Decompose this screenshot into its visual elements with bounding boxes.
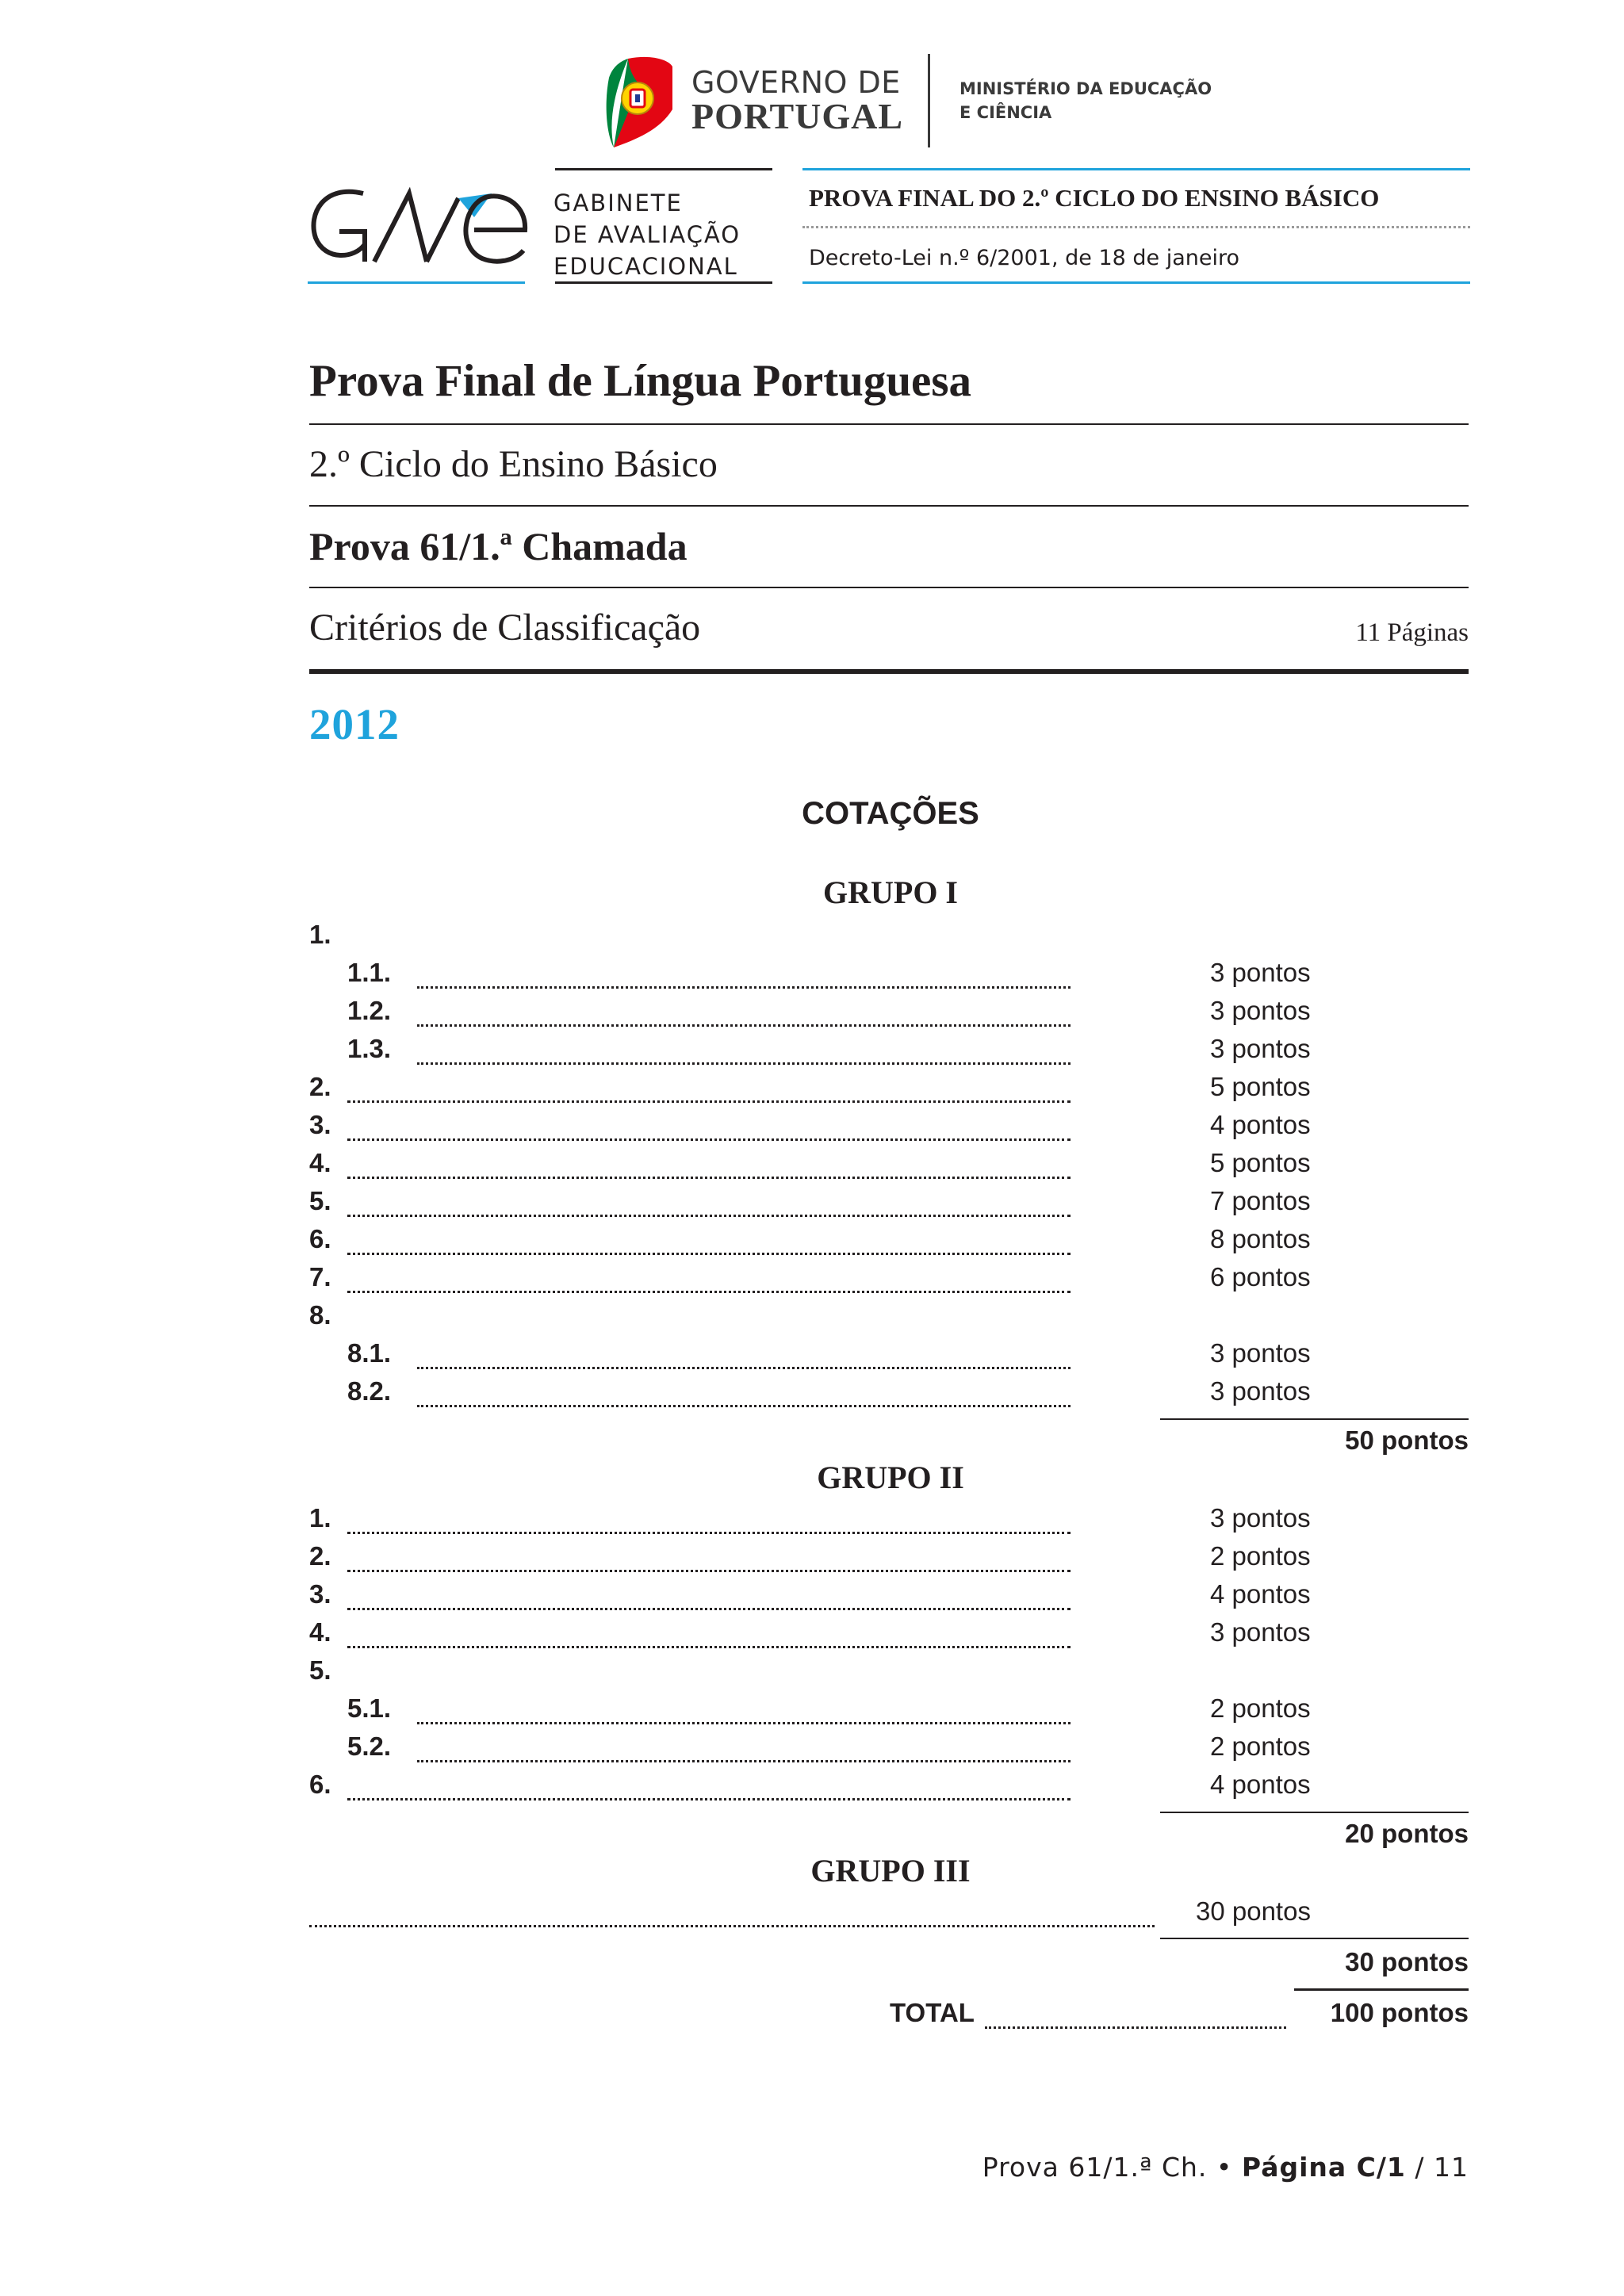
list-item — [309, 996, 1469, 1034]
dot-leader — [417, 958, 1071, 989]
grupo-2-subtotal: 20 pontos — [1345, 1819, 1469, 1848]
list-item — [309, 1224, 1469, 1262]
item-points: 3 pontos — [1210, 1376, 1311, 1406]
item-number: 3. — [309, 1110, 331, 1139]
item-points: 2 pontos — [1210, 1541, 1311, 1571]
cotacoes-heading: COTAÇÕES — [802, 796, 979, 831]
grupo-2-title: GRUPO II — [817, 1460, 964, 1495]
footer-page: Página C/1 — [1241, 2152, 1406, 2183]
item-points: 4 pontos — [1210, 1770, 1311, 1799]
item-number: 2. — [309, 1541, 331, 1571]
title-rule-2 — [309, 505, 1469, 507]
item-points: 3 pontos — [1210, 996, 1311, 1025]
item-points: 6 pontos — [1210, 1262, 1311, 1292]
list-item — [309, 1148, 1469, 1186]
subtotal-rule-3 — [1160, 1938, 1469, 1939]
dot-leader — [417, 1693, 1071, 1724]
title-rule-thick — [309, 669, 1469, 674]
total-row — [309, 1998, 1469, 2036]
dot-leader — [347, 1072, 1071, 1103]
dot-leader — [417, 1732, 1071, 1762]
item-points: 4 pontos — [1210, 1579, 1311, 1609]
dot-leader — [347, 1110, 1071, 1141]
item-number: 8. — [309, 1300, 331, 1330]
gave-logo — [308, 182, 528, 270]
year: 2012 — [309, 700, 400, 748]
item-number: 4. — [309, 1617, 331, 1647]
item-points: 2 pontos — [1210, 1732, 1311, 1761]
item-points: 3 pontos — [1210, 1617, 1311, 1647]
prova-final-title: PROVA FINAL DO 2.º CICLO DO ENSINO BÁSICO — [809, 184, 1380, 212]
list-item — [309, 1541, 1469, 1579]
title-rule-1 — [309, 423, 1469, 425]
list-item — [309, 920, 1469, 958]
gave-line-2: DE AVALIAÇÃO — [553, 221, 741, 248]
list-item — [309, 1617, 1469, 1655]
list-item — [309, 1693, 1469, 1732]
page-title: Prova Final de Língua Portuguesa — [309, 356, 972, 406]
page-footer — [982, 2152, 1469, 2183]
prova-number: Prova 61/1.ª Chamada — [309, 524, 688, 568]
list-item — [309, 1376, 1469, 1414]
dot-leader — [347, 1579, 1071, 1610]
subtotal-rule-1 — [1160, 1418, 1469, 1420]
grupo-3-subtotal: 30 pontos — [1345, 1947, 1469, 1976]
gave-line-3: EDUCACIONAL — [553, 253, 738, 280]
dot-leader — [347, 1186, 1071, 1217]
dot-leader — [417, 996, 1071, 1027]
list-item — [309, 1732, 1469, 1770]
item-points: 5 pontos — [1210, 1148, 1311, 1177]
list-item — [309, 1770, 1469, 1808]
item-number: 1.2. — [347, 996, 392, 1025]
list-item — [309, 1186, 1469, 1224]
gave-bottom-rule-blue — [308, 281, 525, 284]
list-item — [309, 1262, 1469, 1300]
list-item — [309, 1110, 1469, 1148]
item-number: 6. — [309, 1770, 331, 1799]
governo-de-portugal-emblem — [604, 54, 672, 147]
item-number: 1. — [309, 1503, 331, 1533]
item-points: 3 pontos — [1210, 958, 1311, 987]
prova-top-rule — [802, 168, 1470, 170]
prova-dotted-rule — [802, 226, 1470, 228]
list-item — [309, 1034, 1469, 1072]
item-number: 5. — [309, 1186, 331, 1215]
list-item — [309, 1655, 1469, 1693]
dot-leader — [347, 1148, 1071, 1179]
criterios-heading: Critérios de Classificação — [309, 607, 701, 649]
list-item — [309, 1503, 1469, 1541]
list-item — [309, 1072, 1469, 1110]
ciclo-subtitle: 2.º Ciclo do Ensino Básico — [309, 443, 718, 485]
gov-line-1: GOVERNO DE — [691, 65, 901, 100]
dot-leader — [347, 1770, 1071, 1800]
list-item — [309, 958, 1469, 996]
item-number: 1. — [309, 920, 331, 949]
grupo-1-subtotal: 50 pontos — [1345, 1425, 1469, 1455]
item-number: 4. — [309, 1148, 331, 1177]
dot-leader — [985, 1998, 1286, 2029]
gov-line-2: PORTUGAL — [691, 96, 904, 136]
item-number: 2. — [309, 1072, 331, 1101]
total-label: TOTAL — [890, 1998, 975, 2027]
item-number: 8.2. — [347, 1376, 392, 1406]
item-points: 2 pontos — [1210, 1693, 1311, 1723]
item-number: 5.1. — [347, 1693, 392, 1723]
dot-leader — [347, 1262, 1071, 1293]
title-rule-3 — [309, 587, 1469, 588]
item-points: 5 pontos — [1210, 1072, 1311, 1101]
dot-leader — [417, 1338, 1071, 1369]
ministry-line-1: MINISTÉRIO DA EDUCAÇÃO — [959, 79, 1212, 98]
decreto-lei: Decreto-Lei n.º 6/2001, de 18 de janeiro — [809, 246, 1240, 270]
item-points: 3 pontos — [1210, 1338, 1311, 1368]
list-item — [309, 1579, 1469, 1617]
item-number: 8.1. — [347, 1338, 392, 1368]
item-number: 3. — [309, 1579, 331, 1609]
header-divider — [928, 54, 930, 147]
footer-total-pages: / 11 — [1415, 2152, 1469, 2183]
item-number: 7. — [309, 1262, 331, 1292]
item-number: 1.1. — [347, 958, 392, 987]
item-points: 3 pontos — [1210, 1503, 1311, 1533]
list-item — [309, 1896, 1469, 1934]
total-value: 100 pontos — [1330, 1998, 1469, 2027]
item-number: 1.3. — [347, 1034, 392, 1063]
list-item — [309, 1338, 1469, 1376]
list-item — [309, 1300, 1469, 1338]
gave-name — [553, 187, 741, 282]
dot-leader — [347, 1541, 1071, 1572]
item-number: 6. — [309, 1224, 331, 1253]
item-points: 3 pontos — [1210, 1034, 1311, 1063]
gave-line-1: GABINETE — [553, 189, 683, 216]
dot-leader — [417, 1376, 1071, 1407]
dot-leader — [309, 1896, 1155, 1927]
item-points: 8 pontos — [1210, 1224, 1311, 1253]
dot-leader — [347, 1617, 1071, 1648]
dot-leader — [347, 1224, 1071, 1255]
item-number: 5.2. — [347, 1732, 392, 1761]
item-points: 7 pontos — [1210, 1186, 1311, 1215]
item-points: 4 pontos — [1210, 1110, 1311, 1139]
dot-leader — [417, 1034, 1071, 1065]
total-rule — [1294, 1988, 1469, 1991]
item-points: 30 pontos — [1196, 1896, 1311, 1926]
dot-leader — [347, 1503, 1071, 1534]
grupo-1-title: GRUPO I — [823, 874, 958, 910]
prova-bottom-rule — [802, 281, 1470, 284]
item-number: 5. — [309, 1655, 331, 1685]
gave-top-rule — [555, 168, 772, 170]
page-count: 11 Páginas — [1355, 618, 1469, 647]
grupo-3-title: GRUPO III — [810, 1853, 971, 1888]
ministry-line-2: E CIÊNCIA — [959, 103, 1052, 122]
subtotal-rule-2 — [1160, 1812, 1469, 1813]
footer-prova: Prova 61/1.ª Ch. • — [982, 2152, 1233, 2183]
